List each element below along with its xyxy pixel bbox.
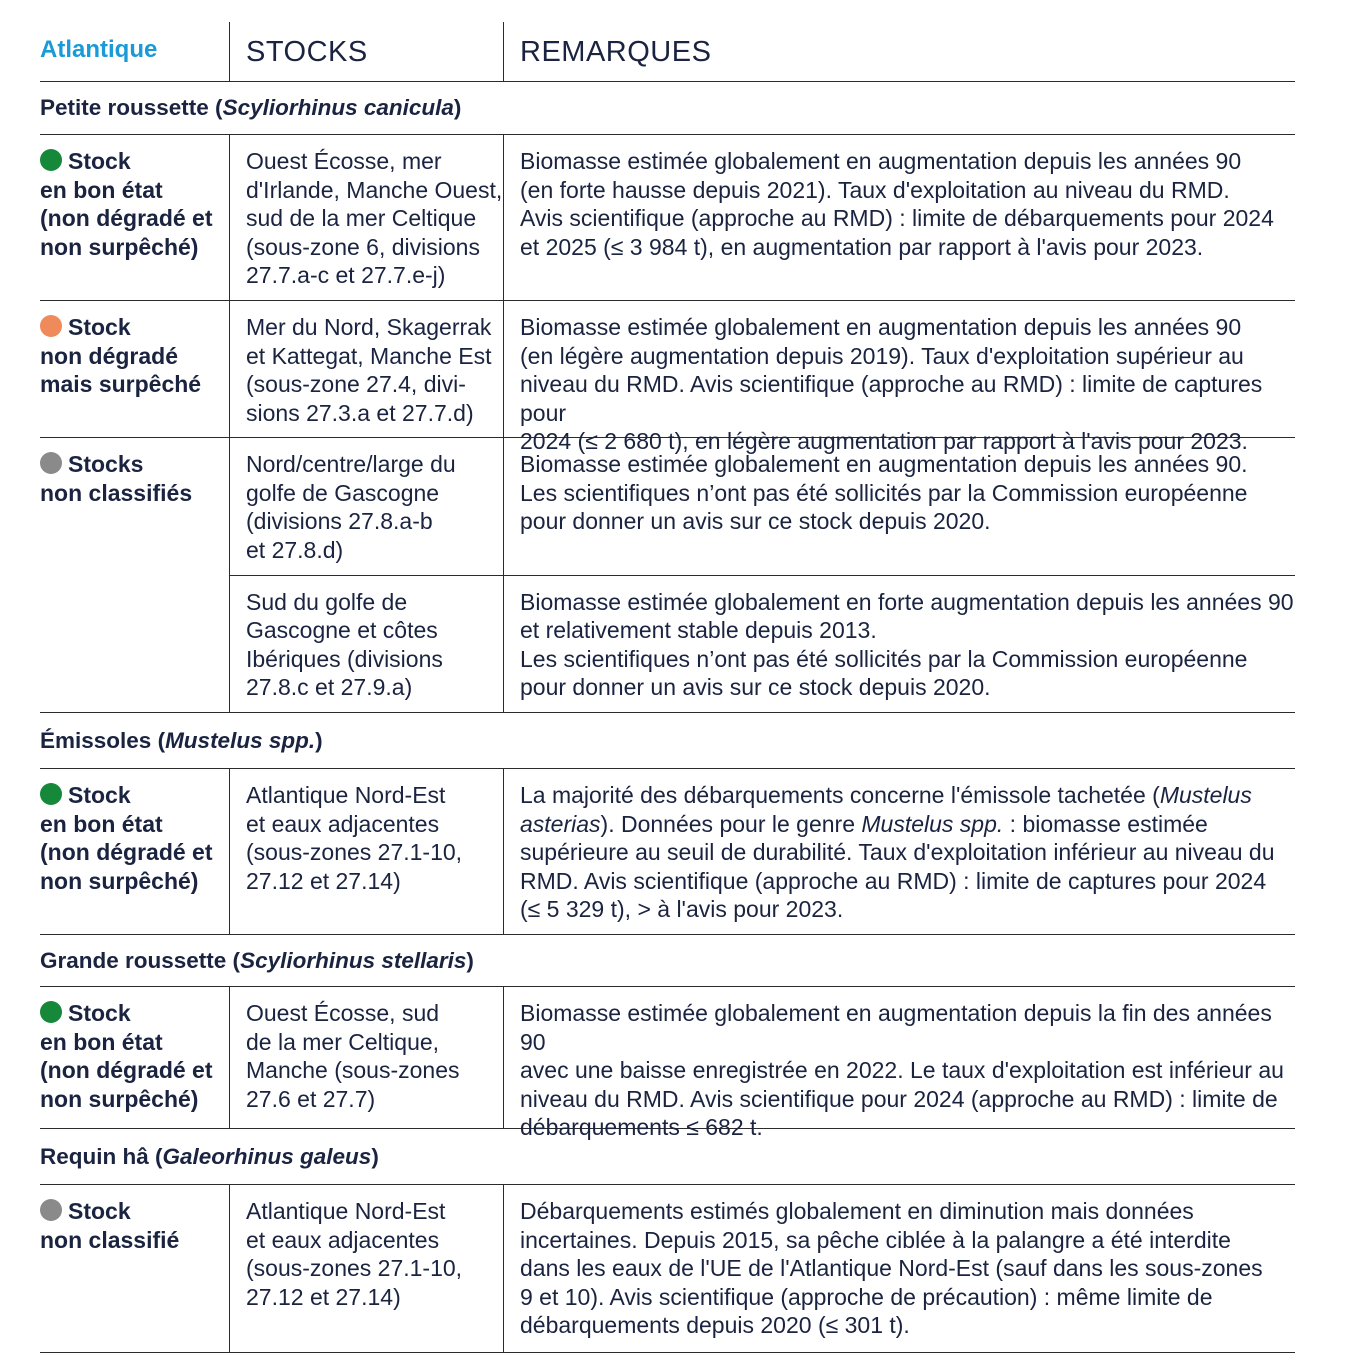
table-row: [40, 301, 1295, 455]
stock-cell: Mer du Nord, Skagerrak et Kattegat, Manche Est (sous-zone 27.4, divi- sions 27.3.a et 27.7.d): [229, 301, 503, 437]
table-header: [40, 22, 1295, 82]
status-cell: Stock en bon état (non dégradé et non surpêché): [40, 148, 213, 260]
column-header-remarks: REMARQUES: [503, 22, 1295, 81]
remarks-cell: Biomasse estimée globalement en augmentation depuis la fin des années 90 avec une baisse enregistrée en 2022. Le taux d'exploitation est inférieur au niveau du RMD. Avis scientifique pour 2024 (approche au RMD) : limite de débarquements ≤ 682 t.: [503, 987, 1295, 1128]
green-status-dot-icon: [40, 783, 62, 805]
orange-status-dot-icon: [40, 315, 62, 337]
status-cell: Stock en bon état (non dégradé et non surpêché): [40, 782, 213, 894]
remarks-cell: Débarquements estimés globalement en diminution mais données incertaines. Depuis 2015, sa pêche ciblée à la palangre a été interdite dans les eaux de l'UE de l'Atlantique Nord-Est (sauf dans les sous-zones 9 et 10). Avis scientifique (approche de précaution) : même limite de débarquements depuis 2020 (≤ 301 t).: [503, 1185, 1295, 1352]
status-cell: Stock non dégradé mais surpêché: [40, 314, 202, 398]
status-cell: Stock en bon état (non dégradé et non surpêché): [40, 1000, 213, 1112]
status-cell: Stocks non classifiés: [40, 451, 193, 506]
table-row: [40, 987, 1295, 1141]
sub-row: [229, 576, 1295, 713]
sub-row: [229, 438, 1295, 576]
stock-status-table: [40, 22, 1295, 1353]
grey-status-dot-icon: [40, 452, 62, 474]
species-heading-emissoles: Émissoles (Mustelus spp.): [40, 713, 1295, 769]
sub-rows: [229, 438, 1295, 712]
stock-cell: Atlantique Nord-Est et eaux adjacentes (sous-zones 27.1-10, 27.12 et 27.14): [229, 769, 503, 934]
stock-cell: Ouest Écosse, sud de la mer Celtique, Manche (sous-zones 27.6 et 27.7): [229, 987, 503, 1128]
stock-cell: Ouest Écosse, mer d'Irlande, Manche Ouest, sud de la mer Celtique (sous-zone 6, divisions 27.7.a-c et 27.7.e-j): [229, 135, 503, 300]
table-row: [40, 769, 1295, 935]
table-row: [40, 135, 1295, 301]
column-header-stocks: STOCKS: [229, 22, 503, 81]
table-row: [40, 438, 1295, 713]
table-row: [40, 1185, 1295, 1353]
species-heading-requin-ha: Requin hâ (Galeorhinus galeus): [40, 1129, 1295, 1185]
green-status-dot-icon: [40, 1001, 62, 1023]
remarks-cell: Biomasse estimée globalement en augmentation depuis les années 90 (en légère augmentation depuis 2019). Taux d'exploitation supérieur au niveau du RMD. Avis scientifique (approche au RMD) : limite de captures pour 2024 (≤ 2 680 t), en légère augmentation par rapport à l'avis pour 2023.: [503, 301, 1295, 437]
remarks-cell: Biomasse estimée globalement en forte augmentation depuis les années 90 et relativement stable depuis 2013. Les scientifiques n’ont pas été sollicités par la Commission européenne pour donner un avis sur ce stock depuis 2020.: [503, 576, 1295, 713]
species-heading-petite-roussette: Petite roussette (Scyliorhinus canicula): [40, 82, 1295, 135]
remarks-cell: Biomasse estimée globalement en augmentation depuis les années 90. Les scientifiques n’ont pas été sollicités par la Commission européenne pour donner un avis sur ce stock depuis 2020.: [503, 438, 1295, 575]
remarks-cell: La majorité des débarquements concerne l'émissole tachetée (Mustelus asterias). Données pour le genre Mustelus spp. : biomasse estimée supérieure au seuil de durabilité. Taux d'exploitation inférieur au niveau du RMD. Avis scientifique (approche au RMD) : limite de captures pour 2024 (≤ 5 329 t), > à l'avis pour 2023.: [503, 769, 1295, 934]
species-heading-grande-roussette: Grande roussette (Scyliorhinus stellaris): [40, 935, 1295, 987]
stock-cell: Sud du golfe de Gascogne et côtes Ibériques (divisions 27.8.c et 27.9.a): [229, 576, 503, 713]
green-status-dot-icon: [40, 149, 62, 171]
remarks-cell: Biomasse estimée globalement en augmentation depuis les années 90 (en forte hausse depuis 2021). Taux d'exploitation au niveau du RMD. Avis scientifique (approche au RMD) : limite de débarquements pour 2024 et 2025 (≤ 3 984 t), en augmentation par rapport à l'avis pour 2023.: [503, 135, 1295, 300]
stock-cell: Atlantique Nord-Est et eaux adjacentes (sous-zones 27.1-10, 27.12 et 27.14): [229, 1185, 503, 1352]
stock-cell: Nord/centre/large du golfe de Gascogne (divisions 27.8.a-b et 27.8.d): [229, 438, 503, 575]
region-title: Atlantique: [40, 36, 158, 63]
status-cell: Stock non classifié: [40, 1198, 180, 1253]
grey-status-dot-icon: [40, 1199, 62, 1221]
